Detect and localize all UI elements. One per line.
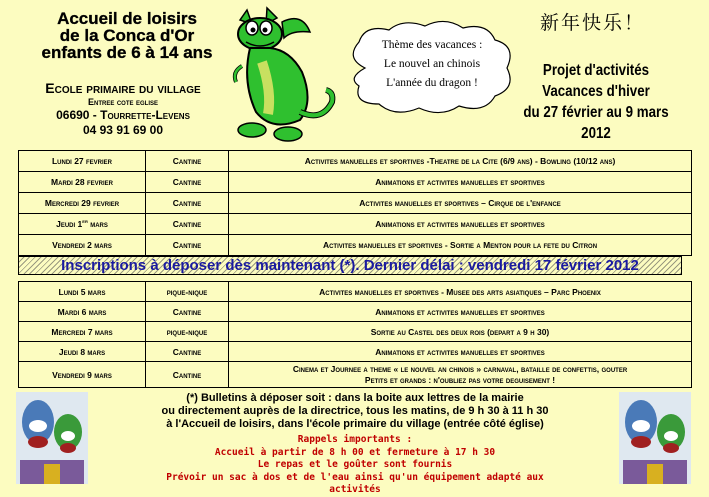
school-entrance: Entree cote eglise <box>87 97 158 107</box>
activity-cell: Sortie au Castel des deux rois (depart a 9 h 30) <box>229 322 692 342</box>
school-phone: 04 93 91 69 00 <box>82 123 164 137</box>
dragon-illustration <box>222 2 342 152</box>
activity-cell <box>229 362 692 388</box>
activity-cell: Animations et activites manuelles et sportives <box>229 302 692 322</box>
table-row <box>19 214 692 235</box>
school-info <box>18 80 228 138</box>
schedule-week-1 <box>18 150 692 256</box>
meal-cell: Cantine <box>146 302 229 322</box>
table-row <box>19 362 692 388</box>
table-row <box>19 193 692 214</box>
day-cell: Lundi 5 mars <box>19 282 146 302</box>
reminders-title: Rappels importants : <box>297 434 413 445</box>
activity-cell: Animations et activites manuelles et sportives <box>229 342 692 362</box>
day-cell: Vendredi 9 mars <box>19 362 146 388</box>
theme-line-1: Thème des vacances : <box>381 39 483 51</box>
meal-cell: Cantine <box>146 172 229 193</box>
title-line-1: Accueil de loisirs <box>57 9 197 28</box>
meal-cell: Cantine <box>146 235 229 256</box>
activity-cell: Activites manuelles et sportives -Theatre de la Cite (6/9 ans) - Bowling (10/12 ans) <box>229 151 692 172</box>
bulletins-line-1: (*) Bulletins à déposer soit : dans la boite aux lettres de la mairie <box>186 392 524 404</box>
table-row <box>19 235 692 256</box>
meal-cell: Cantine <box>146 214 229 235</box>
table-row <box>19 342 692 362</box>
reminders-line-2: Le repas et le goûter sont fournis <box>257 459 453 470</box>
carnival-figures-left <box>16 392 88 484</box>
day-cell: Vendredi 2 mars <box>19 235 146 256</box>
project-line-3: du 27 février au 9 mars 2012 <box>523 104 669 142</box>
table-row <box>19 322 692 342</box>
bulletins-line-2: ou directement auprès de la directrice, tous les matins, de 9 h 30 à 11 h 30 <box>161 405 549 417</box>
chinese-greeting: 新年快乐！ <box>540 12 646 34</box>
meal-cell: pique-nique <box>146 322 229 342</box>
activity-line-2: Petits et grands : n'oubliez pas votre deguisement ! <box>364 374 556 385</box>
project-title <box>510 60 682 144</box>
bulletins-info <box>140 392 570 431</box>
meal-cell: Cantine <box>146 362 229 388</box>
activity-cell: Animations et activites manuelles et sportives <box>229 172 692 193</box>
center-title <box>22 10 232 61</box>
theme-line-3: L'année du dragon ! <box>386 77 478 89</box>
theme-line-2: Le nouvel an chinois <box>383 58 481 70</box>
activity-cell: Activites manuelles et sportives - Sortie a Menton pour la fete du Citron <box>229 235 692 256</box>
day-cell: Mercredi 29 fevrier <box>19 193 146 214</box>
day-cell <box>19 214 146 235</box>
reminders-line-1: Accueil à partir de 8 h 00 et fermeture à 17 h 30 <box>214 446 496 458</box>
school-city: 06690 - Tourrette-Levens <box>56 108 190 122</box>
carnival-figures-right <box>619 392 691 484</box>
theme-text <box>358 36 506 93</box>
title-line-2: de la Conca d'Or <box>59 26 195 45</box>
meal-cell: Cantine <box>146 342 229 362</box>
activity-line-1: Cinema et Journee a theme « le nouvel an chinois » carnaval, bataille de confettis, gouter <box>292 363 628 374</box>
activity-cell: Animations et activites manuelles et sportives <box>229 214 692 235</box>
day-cell: Mercredi 7 mars <box>19 322 146 342</box>
day-suffix: mars <box>87 219 108 229</box>
bulletins-line-3: à l'Accueil de loisirs, dans l'école primaire du village (entrée côté église) <box>166 418 544 430</box>
meal-cell: pique-nique <box>146 282 229 302</box>
important-reminders <box>150 434 560 497</box>
school-name: Ecole primaire du village <box>45 80 201 96</box>
reminders-line-3: Prévoir un sac à dos et de l'eau ainsi qu'un équipement adapté aux activités <box>166 471 544 495</box>
table-row <box>19 151 692 172</box>
table-row <box>19 172 692 193</box>
activity-cell: Activites manuelles et sportives - Musee des arts asiatiques – Parc Phoenix <box>229 282 692 302</box>
project-line-1: Projet d'activités <box>542 62 650 79</box>
day-cell: Lundi 27 fevrier <box>19 151 146 172</box>
day-cell: Mardi 28 fevrier <box>19 172 146 193</box>
table-row <box>19 282 692 302</box>
registration-banner: Inscriptions à déposer dès maintenant (*). Dernier délai : vendredi 17 février 2012 <box>18 256 682 275</box>
meal-cell: Cantine <box>146 193 229 214</box>
project-line-2: Vacances d'hiver <box>542 83 650 100</box>
title-line-3: enfants de 6 à 14 ans <box>41 43 213 62</box>
meal-cell: Cantine <box>146 151 229 172</box>
activity-cell: Activites manuelles et sportives – Cirque de l'enfance <box>229 193 692 214</box>
table-row <box>19 302 692 322</box>
day-prefix: Jeudi 1 <box>56 219 83 229</box>
schedule-week-2 <box>18 281 692 388</box>
day-cell: Mardi 6 mars <box>19 302 146 322</box>
day-cell: Jeudi 8 mars <box>19 342 146 362</box>
day-superscript: er <box>82 219 88 226</box>
